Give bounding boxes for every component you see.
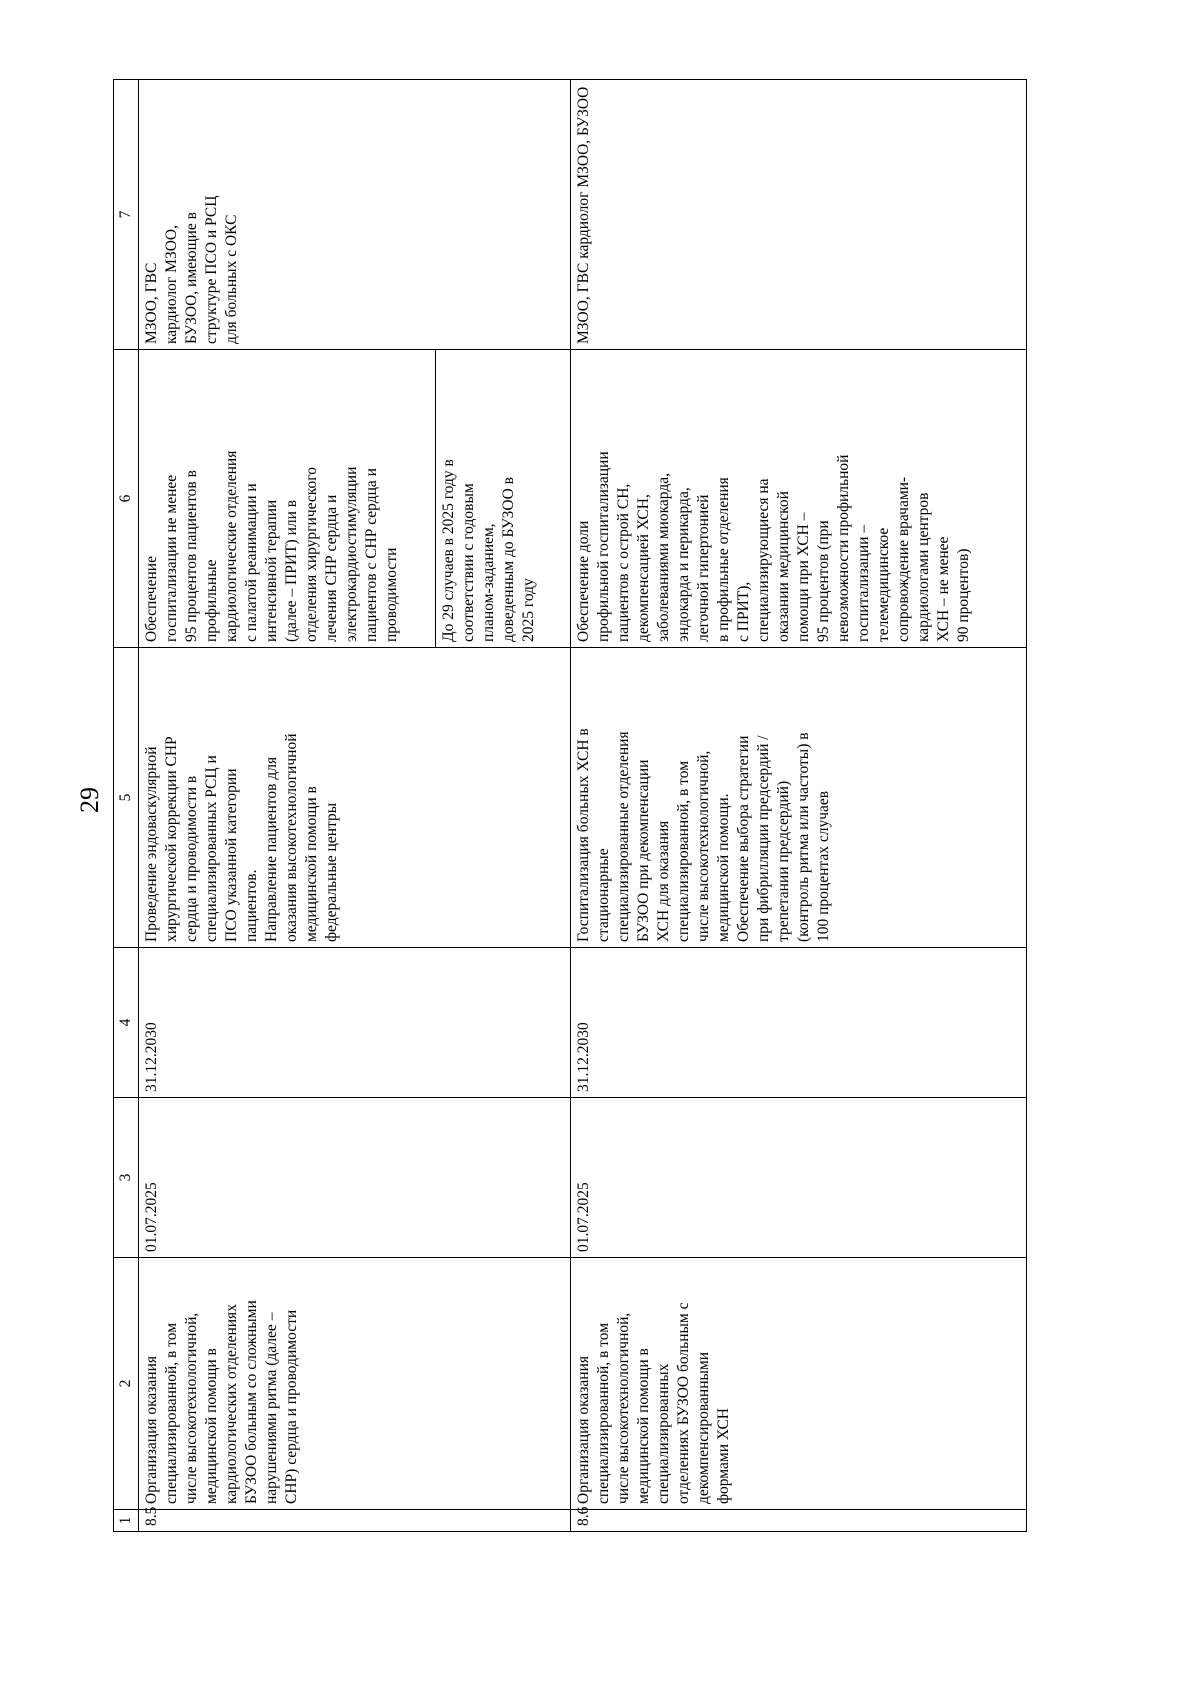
end-date-cell: 31.12.2030	[571, 948, 1027, 1098]
description-cell: Проведение эндоваскулярной хирургической коррекции СНР сердца и проводимости в специализированных РСЦ и ПСО указанной категории пациентов. Направление пациентов для оказания высокотехнологичной медицинской помощи в федеральные центры	[139, 648, 571, 948]
result-cell: Обеспечение доли профильной госпитализации пациентов с острой СН, декомпенсацией ХСН, заболеваниями миокарда, эндокарда и перикарда, легочной гипертонией в профильные отделения с ПРИТ), специализирующиеся на оказании медицинской помощи при ХСН – 95 процентов (при невозможности профильной госпитализации – телемедицинское сопровождение врачами- кардиологами центров ХСН – не менее 90 процентов)	[571, 350, 1027, 648]
result-main: Обеспечение госпитализации не менее 95 процентов пациентов в профильные кардиологические отделения с палатой реанимации и интенсивной терапии (далее – ПРИТ) или в отделения хирургического лечения СНР сердца и электрокардиостимуляции пациентов с СНР сердца и проводимости	[143, 450, 400, 642]
result-cell	[139, 350, 571, 648]
start-date-cell: 01.07.2025	[571, 1098, 1027, 1258]
table-row	[571, 80, 1027, 1532]
column-number: 4	[114, 948, 139, 1098]
result-extra: До 29 случаев в 2025 году в соответствии с годовым планом-заданием, доведенным до БУЗОО в 2025 году	[435, 350, 542, 647]
column-number: 1	[114, 1510, 139, 1532]
start-date-cell: 01.07.2025	[139, 1098, 571, 1258]
column-number: 6	[114, 350, 139, 648]
responsible-cell: МЗОО, ГВС кардиолог МЗОО, БУЗОО, имеющие в структуре ПСО и РСЦ для больных с ОКС	[139, 80, 571, 350]
responsible-cell: МЗОО, ГВС кардиолог МЗОО, БУЗОО	[571, 80, 1027, 350]
measure-cell: Организация оказания специализированной, в том числе высокотехнологичной, медицинской помощи в кардиологических отделениях БУЗОО больным со сложными нарушениями ритма (далее – СНР) сердца и проводимости	[139, 1258, 571, 1510]
column-number-row	[114, 80, 139, 1532]
action-plan-table	[113, 79, 1027, 1532]
row-number: 8.5	[139, 1510, 571, 1532]
description-cell: Госпитализация больных ХСН в стационарные специализированные отделения БУЗОО при декомпенсации ХСН для оказания специализированной, в том числе высокотехнологичной, медицинской помощи. Обеспечение выбора стратегии при фибрилляции предсердий / трепетании предсердий) (контроль ритма или частоты) в 100 процентах случаев	[571, 648, 1027, 948]
column-number: 7	[114, 80, 139, 350]
column-number: 2	[114, 1258, 139, 1510]
column-number: 5	[114, 648, 139, 948]
table-row	[139, 80, 571, 1532]
page-number: 29	[75, 787, 104, 813]
measure-cell: Организация оказания специализированной, в том числе высокотехнологичной, медицинской помощи в специализированных отделениях БУЗОО больным с декомпенсированными формами ХСН	[571, 1258, 1027, 1510]
column-number: 3	[114, 1098, 139, 1258]
rotated-page-content	[113, 80, 1027, 1532]
row-number: 8.6	[571, 1510, 1027, 1532]
end-date-cell: 31.12.2030	[139, 948, 571, 1098]
